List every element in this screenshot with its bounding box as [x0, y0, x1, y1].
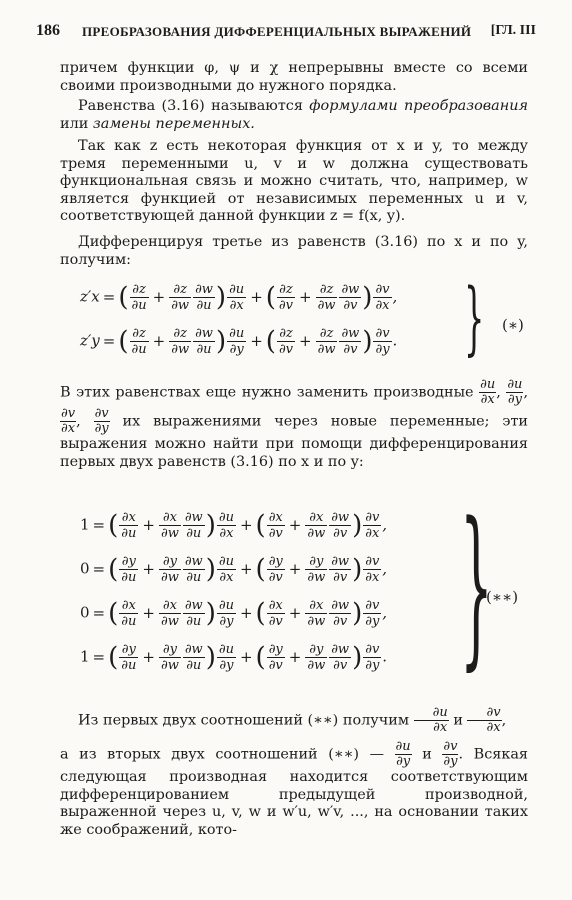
running-title: ПРЕОБРАЗОВАНИЯ ДИФФЕРЕНЦИАЛЬНЫХ ВЫРАЖЕНИЙ — [82, 24, 472, 39]
paragraph-5: В этих равенствах еще нужно заменить производные $\frac{\partial u}{\partial x}$ , $\frac{\partial u}{\partial y}$ , $\frac{\partial v}{\partial x}$ , $\frac{\partial v}{\partial y}$ их выражениями через новые переменные; эти выражения можно найти при помощи дифференцирования первых двух равенств (3.16) по x и по y: — [60, 377, 529, 470]
chapter-label: [ГЛ. III — [490, 23, 536, 38]
equation-row-3: 0 = ( $\frac{\partial x}{\partial u}$ + $\frac{\partial x}{\partial w}$ $\frac{\partial w}{\partial u}$ ) $\frac{\partial u}{\partial y}$ + ( $\frac{\partial x}{\partial v}$ + $\frac{\partial x}{\partial w}$ $\frac{\partial w}{\partial v}$ ) $\frac{\partial v}{\partial y}$ , — [80, 598, 388, 629]
right-brace-large: } — [460, 485, 493, 686]
page-number: 186 — [36, 22, 60, 39]
equation-zx: z′x = ( $\frac{\partial z}{\partial u}$ + $\frac{\partial z}{\partial w}$ $\frac{\partial w}{\partial u}$ ) $\frac{\partial u}{\partial x}$ + ( $\frac{\partial z}{\partial v}$ + $\frac{\partial z}{\partial w}$ $\frac{\partial w}{\partial v}$ ) $\frac{\partial v}{\partial x}$ , — [80, 282, 398, 313]
running-header — [36, 22, 536, 44]
equation-tag-star: (∗) — [502, 316, 524, 334]
equation-block-star — [60, 271, 528, 368]
paragraph-3: Так как z есть некоторая функция от x и y, то между тремя переменными u, v и w должна существовать функциональная связь и можно считать, что, например, w является функцией от независимых переменных u и v, соответствующей данной функции z = f(x, y). — [60, 138, 528, 224]
paragraph-6: Из первых двух соотношений (∗∗) получим $\frac{\partial u}{\partial x}$ и $\frac{\partial v}{\partial x}$ , — [78, 705, 507, 735]
paragraph-4: Дифференцируя третье из равенств (3.16) по x и по y, получим: — [60, 234, 528, 268]
equation-tag-double-star: (∗∗) — [486, 588, 519, 606]
paragraph-7: а из вторых двух соотношений (∗∗) — $\frac{\partial u}{\partial y}$ и $\frac{\partial v}{\partial y}$ . Всякая следующая производная находится соответствующим дифференцированием предыдущей производной, выраженной через u, v, w и w′u, w′v, ..., на основании таких же соображений, кото- — [60, 739, 528, 838]
equation-block-double-star — [60, 485, 528, 686]
equation-row-2: 0 = ( $\frac{\partial y}{\partial u}$ + $\frac{\partial y}{\partial w}$ $\frac{\partial w}{\partial u}$ ) $\frac{\partial u}{\partial x}$ + ( $\frac{\partial y}{\partial v}$ + $\frac{\partial y}{\partial w}$ $\frac{\partial w}{\partial v}$ ) $\frac{\partial v}{\partial x}$ , — [80, 554, 388, 585]
equation-row-4: 1 = ( $\frac{\partial y}{\partial u}$ + $\frac{\partial y}{\partial w}$ $\frac{\partial w}{\partial u}$ ) $\frac{\partial u}{\partial y}$ + ( $\frac{\partial y}{\partial v}$ + $\frac{\partial y}{\partial w}$ $\frac{\partial w}{\partial v}$ ) $\frac{\partial v}{\partial y}$ . — [80, 642, 388, 673]
equation-row-1: 1 = ( $\frac{\partial x}{\partial u}$ + $\frac{\partial x}{\partial w}$ $\frac{\partial w}{\partial u}$ ) $\frac{\partial u}{\partial x}$ + ( $\frac{\partial x}{\partial v}$ + $\frac{\partial x}{\partial w}$ $\frac{\partial w}{\partial v}$ ) $\frac{\partial v}{\partial x}$ , — [80, 510, 388, 541]
right-brace: } — [464, 271, 485, 364]
paragraph-1: причем функции φ, ψ и χ непрерывны вместе со всеми своими производными до нужного порядка. — [60, 60, 528, 94]
paragraph-2: Равенства (3.16) называются формулами преобразования или замены переменных. — [60, 98, 528, 132]
equation-zy: z′y = ( $\frac{\partial z}{\partial u}$ + $\frac{\partial z}{\partial w}$ $\frac{\partial w}{\partial u}$ ) $\frac{\partial u}{\partial y}$ + ( $\frac{\partial z}{\partial v}$ + $\frac{\partial z}{\partial w}$ $\frac{\partial w}{\partial v}$ ) $\frac{\partial v}{\partial y}$ . — [80, 326, 398, 357]
